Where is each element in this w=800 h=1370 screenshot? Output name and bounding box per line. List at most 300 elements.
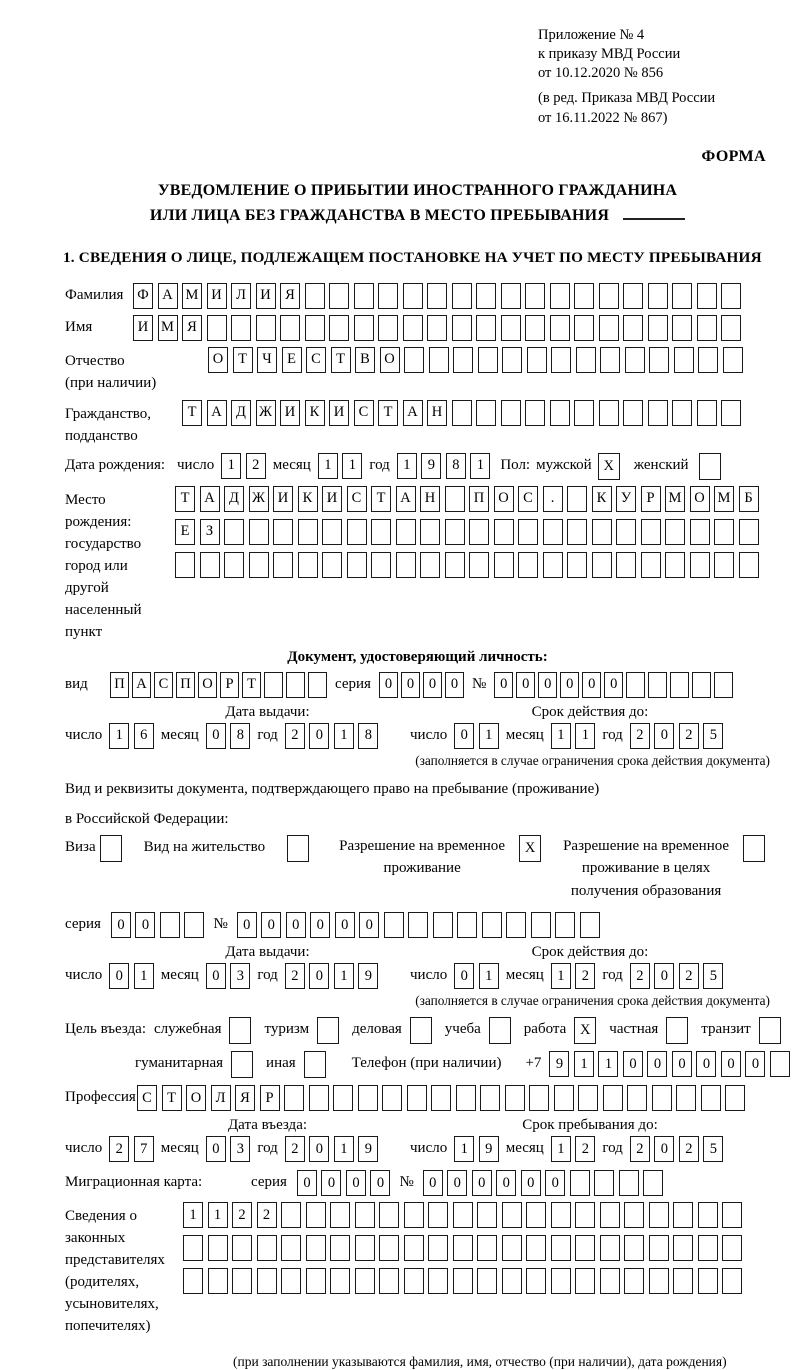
profession-cell[interactable] bbox=[627, 1085, 647, 1111]
id-series-cell[interactable]: 0 bbox=[423, 672, 442, 698]
id-issue-day-cell[interactable]: 6 bbox=[134, 723, 154, 749]
representatives-row1-cell[interactable] bbox=[673, 1202, 693, 1228]
birth-year-cell[interactable]: 1 bbox=[397, 453, 417, 479]
purpose-tourism-checkbox-cell[interactable] bbox=[317, 1017, 339, 1044]
representatives-row2-cell[interactable] bbox=[502, 1235, 522, 1261]
stay-number-cell[interactable] bbox=[531, 912, 551, 938]
representatives-row3-cell[interactable] bbox=[257, 1268, 277, 1294]
citizenship-cell[interactable] bbox=[452, 400, 472, 426]
representatives-row3-cell[interactable] bbox=[428, 1268, 448, 1294]
stay-issue-month-cell[interactable]: 0 bbox=[206, 963, 226, 989]
entry-month-cell[interactable]: 0 bbox=[206, 1136, 226, 1162]
citizenship-cell[interactable]: К bbox=[305, 400, 325, 426]
until-year-cell[interactable]: 5 bbox=[703, 1136, 723, 1162]
stay-issue-year-cell[interactable]: 2 bbox=[285, 963, 305, 989]
entry-month-cell[interactable]: 3 bbox=[230, 1136, 250, 1162]
birthplace-row3-cell[interactable] bbox=[347, 552, 367, 578]
profession-cell[interactable] bbox=[578, 1085, 598, 1111]
profession-cell[interactable] bbox=[407, 1085, 427, 1111]
birthplace-row1-cell[interactable]: А bbox=[396, 486, 416, 512]
birthplace-row1-cell[interactable]: Р bbox=[641, 486, 661, 512]
id-issue-year-cell[interactable]: 1 bbox=[334, 723, 354, 749]
residence-permit-checkbox-cell[interactable] bbox=[287, 835, 309, 862]
stay-number-cell[interactable] bbox=[384, 912, 404, 938]
birthplace-row2-cell[interactable] bbox=[714, 519, 734, 545]
representatives-row2-cell[interactable] bbox=[673, 1235, 693, 1261]
patronymic-cell[interactable] bbox=[453, 347, 473, 373]
phone-cell[interactable]: 9 bbox=[549, 1051, 569, 1077]
representatives-row3-cell[interactable] bbox=[208, 1268, 228, 1294]
representatives-row2-cell[interactable] bbox=[477, 1235, 497, 1261]
citizenship-cell[interactable] bbox=[525, 400, 545, 426]
patronymic-cell[interactable] bbox=[404, 347, 424, 373]
surname-cell[interactable] bbox=[427, 283, 447, 309]
patronymic-cell[interactable]: Ч bbox=[257, 347, 277, 373]
birthplace-row1-cell[interactable]: Т bbox=[371, 486, 391, 512]
surname-cell[interactable] bbox=[501, 283, 521, 309]
stay-number-cell[interactable]: 0 bbox=[359, 912, 379, 938]
name-cell[interactable] bbox=[280, 315, 300, 341]
citizenship-cell[interactable] bbox=[599, 400, 619, 426]
name-cell[interactable] bbox=[721, 315, 741, 341]
until-year-cell[interactable]: 2 bbox=[630, 1136, 650, 1162]
representatives-row1-cell[interactable] bbox=[600, 1202, 620, 1228]
birthplace-row1-cell[interactable]: Н bbox=[420, 486, 440, 512]
id-issue-day-cell[interactable]: 1 bbox=[109, 723, 129, 749]
surname-cell[interactable] bbox=[721, 283, 741, 309]
phone-cell[interactable]: 1 bbox=[598, 1051, 618, 1077]
name-cell[interactable] bbox=[648, 315, 668, 341]
citizenship-cell[interactable]: Н bbox=[427, 400, 447, 426]
stay-number-cell[interactable] bbox=[506, 912, 526, 938]
representatives-row1-cell[interactable]: 2 bbox=[257, 1202, 277, 1228]
birthplace-row3-cell[interactable] bbox=[249, 552, 269, 578]
representatives-row2-cell[interactable] bbox=[453, 1235, 473, 1261]
stay-series-cell[interactable] bbox=[160, 912, 180, 938]
surname-cell[interactable]: И bbox=[207, 283, 227, 309]
birthplace-row3-cell[interactable] bbox=[616, 552, 636, 578]
id-series-cell[interactable]: 0 bbox=[379, 672, 398, 698]
id-kind-cell[interactable]: Т bbox=[242, 672, 261, 698]
representatives-row1-cell[interactable] bbox=[306, 1202, 326, 1228]
representatives-row1-cell[interactable] bbox=[526, 1202, 546, 1228]
patronymic-cell[interactable] bbox=[576, 347, 596, 373]
stay-issue-year-cell[interactable]: 9 bbox=[358, 963, 378, 989]
birthplace-row2-cell[interactable] bbox=[567, 519, 587, 545]
citizenship-cell[interactable] bbox=[648, 400, 668, 426]
visa-checkbox-cell[interactable] bbox=[100, 835, 122, 862]
name-cell[interactable] bbox=[501, 315, 521, 341]
birthplace-row3-cell[interactable] bbox=[273, 552, 293, 578]
name-cell[interactable] bbox=[403, 315, 423, 341]
representatives-row3-cell[interactable] bbox=[355, 1268, 375, 1294]
purpose-private-checkbox-cell[interactable] bbox=[666, 1017, 688, 1044]
id-number-cell[interactable]: 0 bbox=[582, 672, 601, 698]
birthplace-row3-cell[interactable] bbox=[665, 552, 685, 578]
surname-cell[interactable] bbox=[550, 283, 570, 309]
representatives-row1-cell[interactable] bbox=[502, 1202, 522, 1228]
profession-cell[interactable] bbox=[456, 1085, 476, 1111]
id-kind-cell[interactable] bbox=[264, 672, 283, 698]
migration-number-cell[interactable]: 0 bbox=[447, 1170, 467, 1196]
birthplace-row2-cell[interactable] bbox=[592, 519, 612, 545]
citizenship-cell[interactable]: Д bbox=[231, 400, 251, 426]
stay-number-cell[interactable]: 0 bbox=[237, 912, 257, 938]
name-cell[interactable] bbox=[476, 315, 496, 341]
name-cell[interactable]: И bbox=[133, 315, 153, 341]
name-cell[interactable] bbox=[354, 315, 374, 341]
sex-male-checkbox-cell[interactable]: X bbox=[598, 453, 620, 480]
birthplace-row2-cell[interactable] bbox=[420, 519, 440, 545]
stay-issue-day-cell[interactable]: 1 bbox=[134, 963, 154, 989]
representatives-row1-cell[interactable]: 1 bbox=[208, 1202, 228, 1228]
id-number-cell[interactable] bbox=[670, 672, 689, 698]
id-number-cell[interactable] bbox=[626, 672, 645, 698]
phone-cell[interactable]: 0 bbox=[745, 1051, 765, 1077]
patronymic-cell[interactable] bbox=[600, 347, 620, 373]
representatives-row3-cell[interactable] bbox=[600, 1268, 620, 1294]
until-day-cell[interactable]: 9 bbox=[479, 1136, 499, 1162]
birthplace-row2-cell[interactable]: Е bbox=[175, 519, 195, 545]
id-valid-year-cell[interactable]: 2 bbox=[630, 723, 650, 749]
surname-cell[interactable]: А bbox=[158, 283, 178, 309]
surname-cell[interactable] bbox=[378, 283, 398, 309]
id-kind-cell[interactable]: П bbox=[176, 672, 195, 698]
birthplace-row1-cell[interactable]: У bbox=[616, 486, 636, 512]
stay-valid-year-cell[interactable]: 2 bbox=[679, 963, 699, 989]
name-cell[interactable] bbox=[452, 315, 472, 341]
representatives-row1-cell[interactable] bbox=[477, 1202, 497, 1228]
stay-number-cell[interactable]: 0 bbox=[261, 912, 281, 938]
birthplace-row1-cell[interactable]: С bbox=[347, 486, 367, 512]
birthplace-row2-cell[interactable] bbox=[371, 519, 391, 545]
patronymic-cell[interactable] bbox=[502, 347, 522, 373]
birthplace-row3-cell[interactable] bbox=[200, 552, 220, 578]
name-cell[interactable] bbox=[378, 315, 398, 341]
phone-cell[interactable]: 0 bbox=[672, 1051, 692, 1077]
citizenship-cell[interactable]: Т bbox=[182, 400, 202, 426]
phone-cell[interactable]: 1 bbox=[574, 1051, 594, 1077]
representatives-row2-cell[interactable] bbox=[183, 1235, 203, 1261]
birthplace-row2-cell[interactable]: З bbox=[200, 519, 220, 545]
representatives-row2-cell[interactable] bbox=[698, 1235, 718, 1261]
citizenship-cell[interactable] bbox=[721, 400, 741, 426]
representatives-row3-cell[interactable] bbox=[232, 1268, 252, 1294]
representatives-row3-cell[interactable] bbox=[404, 1268, 424, 1294]
surname-cell[interactable] bbox=[525, 283, 545, 309]
representatives-row1-cell[interactable] bbox=[281, 1202, 301, 1228]
profession-cell[interactable] bbox=[701, 1085, 721, 1111]
birthplace-row1-cell[interactable]: Т bbox=[175, 486, 195, 512]
id-number-cell[interactable] bbox=[648, 672, 667, 698]
representatives-row2-cell[interactable] bbox=[355, 1235, 375, 1261]
purpose-study-checkbox-cell[interactable] bbox=[489, 1017, 511, 1044]
birthplace-row1-cell[interactable] bbox=[567, 486, 587, 512]
name-cell[interactable]: Я bbox=[182, 315, 202, 341]
surname-cell[interactable] bbox=[476, 283, 496, 309]
birthplace-row1-cell[interactable]: О bbox=[494, 486, 514, 512]
stay-number-cell[interactable] bbox=[482, 912, 502, 938]
birthplace-row3-cell[interactable] bbox=[298, 552, 318, 578]
migration-number-cell[interactable] bbox=[570, 1170, 590, 1196]
patronymic-cell[interactable]: О bbox=[208, 347, 228, 373]
representatives-row3-cell[interactable] bbox=[673, 1268, 693, 1294]
name-cell[interactable] bbox=[427, 315, 447, 341]
purpose-business-checkbox-cell[interactable] bbox=[410, 1017, 432, 1044]
patronymic-cell[interactable] bbox=[429, 347, 449, 373]
birth-year-cell[interactable]: 1 bbox=[470, 453, 490, 479]
birthplace-row2-cell[interactable] bbox=[322, 519, 342, 545]
birthplace-row3-cell[interactable] bbox=[445, 552, 465, 578]
profession-cell[interactable] bbox=[652, 1085, 672, 1111]
patronymic-cell[interactable] bbox=[698, 347, 718, 373]
birthplace-row1-cell[interactable]: . bbox=[543, 486, 563, 512]
id-issue-month-cell[interactable]: 0 bbox=[206, 723, 226, 749]
birthplace-row2-cell[interactable] bbox=[273, 519, 293, 545]
representatives-row2-cell[interactable] bbox=[257, 1235, 277, 1261]
birthplace-row1-cell[interactable]: С bbox=[518, 486, 538, 512]
purpose-work-checkbox-cell[interactable]: X bbox=[574, 1017, 596, 1044]
name-cell[interactable] bbox=[525, 315, 545, 341]
sex-female-checkbox-cell[interactable] bbox=[699, 453, 721, 480]
stay-valid-year-cell[interactable]: 0 bbox=[654, 963, 674, 989]
id-issue-year-cell[interactable]: 2 bbox=[285, 723, 305, 749]
citizenship-cell[interactable]: С bbox=[354, 400, 374, 426]
stay-valid-day-cell[interactable]: 1 bbox=[479, 963, 499, 989]
until-month-cell[interactable]: 1 bbox=[551, 1136, 571, 1162]
profession-cell[interactable] bbox=[725, 1085, 745, 1111]
representatives-row1-cell[interactable] bbox=[453, 1202, 473, 1228]
citizenship-cell[interactable]: Ж bbox=[256, 400, 276, 426]
id-valid-day-cell[interactable]: 0 bbox=[454, 723, 474, 749]
birthplace-row2-cell[interactable] bbox=[518, 519, 538, 545]
id-valid-month-cell[interactable]: 1 bbox=[575, 723, 595, 749]
patronymic-cell[interactable]: С bbox=[306, 347, 326, 373]
representatives-row3-cell[interactable] bbox=[526, 1268, 546, 1294]
stay-number-cell[interactable] bbox=[580, 912, 600, 938]
migration-number-cell[interactable]: 0 bbox=[472, 1170, 492, 1196]
stay-number-cell[interactable] bbox=[457, 912, 477, 938]
representatives-row2-cell[interactable] bbox=[649, 1235, 669, 1261]
representatives-row2-cell[interactable] bbox=[624, 1235, 644, 1261]
phone-cell[interactable]: 0 bbox=[721, 1051, 741, 1077]
citizenship-cell[interactable] bbox=[550, 400, 570, 426]
profession-cell[interactable] bbox=[676, 1085, 696, 1111]
patronymic-cell[interactable]: В bbox=[355, 347, 375, 373]
stay-issue-year-cell[interactable]: 1 bbox=[334, 963, 354, 989]
migration-number-cell[interactable] bbox=[643, 1170, 663, 1196]
birthplace-row2-cell[interactable] bbox=[298, 519, 318, 545]
representatives-row1-cell[interactable] bbox=[404, 1202, 424, 1228]
birthplace-row3-cell[interactable] bbox=[592, 552, 612, 578]
birthplace-row3-cell[interactable] bbox=[224, 552, 244, 578]
name-cell[interactable] bbox=[329, 315, 349, 341]
representatives-row3-cell[interactable] bbox=[306, 1268, 326, 1294]
birth-year-cell[interactable]: 9 bbox=[421, 453, 441, 479]
birthplace-row2-cell[interactable] bbox=[224, 519, 244, 545]
birthplace-row3-cell[interactable] bbox=[322, 552, 342, 578]
entry-year-cell[interactable]: 2 bbox=[285, 1136, 305, 1162]
stay-valid-year-cell[interactable]: 5 bbox=[703, 963, 723, 989]
name-cell[interactable] bbox=[599, 315, 619, 341]
surname-cell[interactable] bbox=[697, 283, 717, 309]
patronymic-cell[interactable]: Е bbox=[282, 347, 302, 373]
id-number-cell[interactable]: 0 bbox=[494, 672, 513, 698]
representatives-row2-cell[interactable] bbox=[526, 1235, 546, 1261]
entry-year-cell[interactable]: 1 bbox=[334, 1136, 354, 1162]
profession-cell[interactable] bbox=[309, 1085, 329, 1111]
citizenship-cell[interactable]: Т bbox=[378, 400, 398, 426]
id-number-cell[interactable]: 0 bbox=[560, 672, 579, 698]
patronymic-cell[interactable]: Т bbox=[331, 347, 351, 373]
birthplace-row3-cell[interactable] bbox=[641, 552, 661, 578]
representatives-row3-cell[interactable] bbox=[575, 1268, 595, 1294]
birthplace-row1-cell[interactable]: О bbox=[690, 486, 710, 512]
citizenship-cell[interactable] bbox=[697, 400, 717, 426]
name-cell[interactable] bbox=[305, 315, 325, 341]
profession-cell[interactable] bbox=[603, 1085, 623, 1111]
representatives-row3-cell[interactable] bbox=[453, 1268, 473, 1294]
citizenship-cell[interactable] bbox=[672, 400, 692, 426]
representatives-row2-cell[interactable] bbox=[281, 1235, 301, 1261]
citizenship-cell[interactable] bbox=[501, 400, 521, 426]
profession-cell[interactable]: О bbox=[186, 1085, 206, 1111]
birthplace-row1-cell[interactable]: Д bbox=[224, 486, 244, 512]
birthplace-row3-cell[interactable] bbox=[567, 552, 587, 578]
migration-number-cell[interactable]: 0 bbox=[545, 1170, 565, 1196]
representatives-row2-cell[interactable] bbox=[232, 1235, 252, 1261]
stay-series-cell[interactable]: 0 bbox=[111, 912, 131, 938]
stay-valid-month-cell[interactable]: 2 bbox=[575, 963, 595, 989]
name-cell[interactable] bbox=[207, 315, 227, 341]
stay-number-cell[interactable] bbox=[555, 912, 575, 938]
surname-cell[interactable] bbox=[623, 283, 643, 309]
profession-cell[interactable] bbox=[333, 1085, 353, 1111]
surname-cell[interactable] bbox=[672, 283, 692, 309]
surname-cell[interactable] bbox=[329, 283, 349, 309]
id-kind-cell[interactable]: П bbox=[110, 672, 129, 698]
surname-cell[interactable]: Я bbox=[280, 283, 300, 309]
representatives-row2-cell[interactable] bbox=[575, 1235, 595, 1261]
migration-number-cell[interactable]: 0 bbox=[496, 1170, 516, 1196]
birthplace-row1-cell[interactable]: И bbox=[322, 486, 342, 512]
citizenship-cell[interactable] bbox=[574, 400, 594, 426]
birthplace-row1-cell[interactable] bbox=[445, 486, 465, 512]
birthplace-row3-cell[interactable] bbox=[543, 552, 563, 578]
birth-month-cell[interactable]: 1 bbox=[318, 453, 338, 479]
id-kind-cell[interactable]: Р bbox=[220, 672, 239, 698]
patronymic-cell[interactable]: Т bbox=[233, 347, 253, 373]
birthplace-row2-cell[interactable] bbox=[249, 519, 269, 545]
representatives-row1-cell[interactable]: 1 bbox=[183, 1202, 203, 1228]
birthplace-row1-cell[interactable]: А bbox=[200, 486, 220, 512]
surname-cell[interactable] bbox=[648, 283, 668, 309]
representatives-row1-cell[interactable] bbox=[428, 1202, 448, 1228]
id-kind-cell[interactable] bbox=[286, 672, 305, 698]
stay-number-cell[interactable]: 0 bbox=[335, 912, 355, 938]
id-valid-day-cell[interactable]: 1 bbox=[479, 723, 499, 749]
citizenship-cell[interactable]: И bbox=[329, 400, 349, 426]
profession-cell[interactable] bbox=[480, 1085, 500, 1111]
representatives-row3-cell[interactable] bbox=[183, 1268, 203, 1294]
representatives-row1-cell[interactable] bbox=[330, 1202, 350, 1228]
representatives-row2-cell[interactable] bbox=[208, 1235, 228, 1261]
id-number-cell[interactable] bbox=[714, 672, 733, 698]
migration-series-cell[interactable]: 0 bbox=[370, 1170, 390, 1196]
stay-valid-month-cell[interactable]: 1 bbox=[551, 963, 571, 989]
representatives-row3-cell[interactable] bbox=[502, 1268, 522, 1294]
birthplace-row3-cell[interactable] bbox=[469, 552, 489, 578]
representatives-row1-cell[interactable] bbox=[551, 1202, 571, 1228]
migration-number-cell[interactable]: 0 bbox=[423, 1170, 443, 1196]
patronymic-cell[interactable] bbox=[649, 347, 669, 373]
birthplace-row1-cell[interactable]: И bbox=[273, 486, 293, 512]
entry-day-cell[interactable]: 2 bbox=[109, 1136, 129, 1162]
stay-valid-day-cell[interactable]: 0 bbox=[454, 963, 474, 989]
id-issue-month-cell[interactable]: 8 bbox=[230, 723, 250, 749]
representatives-row2-cell[interactable] bbox=[551, 1235, 571, 1261]
id-valid-year-cell[interactable]: 0 bbox=[654, 723, 674, 749]
patronymic-cell[interactable] bbox=[625, 347, 645, 373]
phone-cell[interactable]: 0 bbox=[696, 1051, 716, 1077]
id-valid-year-cell[interactable]: 2 bbox=[679, 723, 699, 749]
birth-year-cell[interactable]: 8 bbox=[446, 453, 466, 479]
patronymic-cell[interactable] bbox=[723, 347, 743, 373]
name-cell[interactable] bbox=[623, 315, 643, 341]
representatives-row3-cell[interactable] bbox=[551, 1268, 571, 1294]
birthplace-row1-cell[interactable]: Б bbox=[739, 486, 759, 512]
name-cell[interactable] bbox=[231, 315, 251, 341]
surname-cell[interactable]: Л bbox=[231, 283, 251, 309]
migration-series-cell[interactable]: 0 bbox=[321, 1170, 341, 1196]
profession-cell[interactable] bbox=[284, 1085, 304, 1111]
representatives-row1-cell[interactable] bbox=[575, 1202, 595, 1228]
id-valid-month-cell[interactable]: 1 bbox=[551, 723, 571, 749]
representatives-row3-cell[interactable] bbox=[649, 1268, 669, 1294]
migration-series-cell[interactable]: 0 bbox=[297, 1170, 317, 1196]
birthplace-row2-cell[interactable] bbox=[641, 519, 661, 545]
id-issue-year-cell[interactable]: 8 bbox=[358, 723, 378, 749]
birthplace-row2-cell[interactable] bbox=[543, 519, 563, 545]
birthplace-row1-cell[interactable]: К bbox=[592, 486, 612, 512]
representatives-row3-cell[interactable] bbox=[698, 1268, 718, 1294]
representatives-row3-cell[interactable] bbox=[379, 1268, 399, 1294]
birthplace-row3-cell[interactable] bbox=[518, 552, 538, 578]
birthplace-row2-cell[interactable] bbox=[469, 519, 489, 545]
id-issue-year-cell[interactable]: 0 bbox=[309, 723, 329, 749]
stay-number-cell[interactable] bbox=[433, 912, 453, 938]
stay-number-cell[interactable]: 0 bbox=[310, 912, 330, 938]
name-cell[interactable] bbox=[697, 315, 717, 341]
profession-cell[interactable]: С bbox=[137, 1085, 157, 1111]
surname-cell[interactable] bbox=[599, 283, 619, 309]
birth-month-cell[interactable]: 1 bbox=[342, 453, 362, 479]
birthplace-row2-cell[interactable] bbox=[494, 519, 514, 545]
surname-cell[interactable]: М bbox=[182, 283, 202, 309]
stay-issue-day-cell[interactable]: 0 bbox=[109, 963, 129, 989]
birth-day-cell[interactable]: 1 bbox=[221, 453, 241, 479]
stay-issue-month-cell[interactable]: 3 bbox=[230, 963, 250, 989]
birthplace-row3-cell[interactable] bbox=[690, 552, 710, 578]
id-series-cell[interactable]: 0 bbox=[401, 672, 420, 698]
representatives-row2-cell[interactable] bbox=[330, 1235, 350, 1261]
until-day-cell[interactable]: 1 bbox=[454, 1136, 474, 1162]
phone-cell[interactable] bbox=[770, 1051, 790, 1077]
stay-valid-year-cell[interactable]: 2 bbox=[630, 963, 650, 989]
representatives-row1-cell[interactable] bbox=[649, 1202, 669, 1228]
phone-cell[interactable]: 0 bbox=[623, 1051, 643, 1077]
surname-cell[interactable]: И bbox=[256, 283, 276, 309]
